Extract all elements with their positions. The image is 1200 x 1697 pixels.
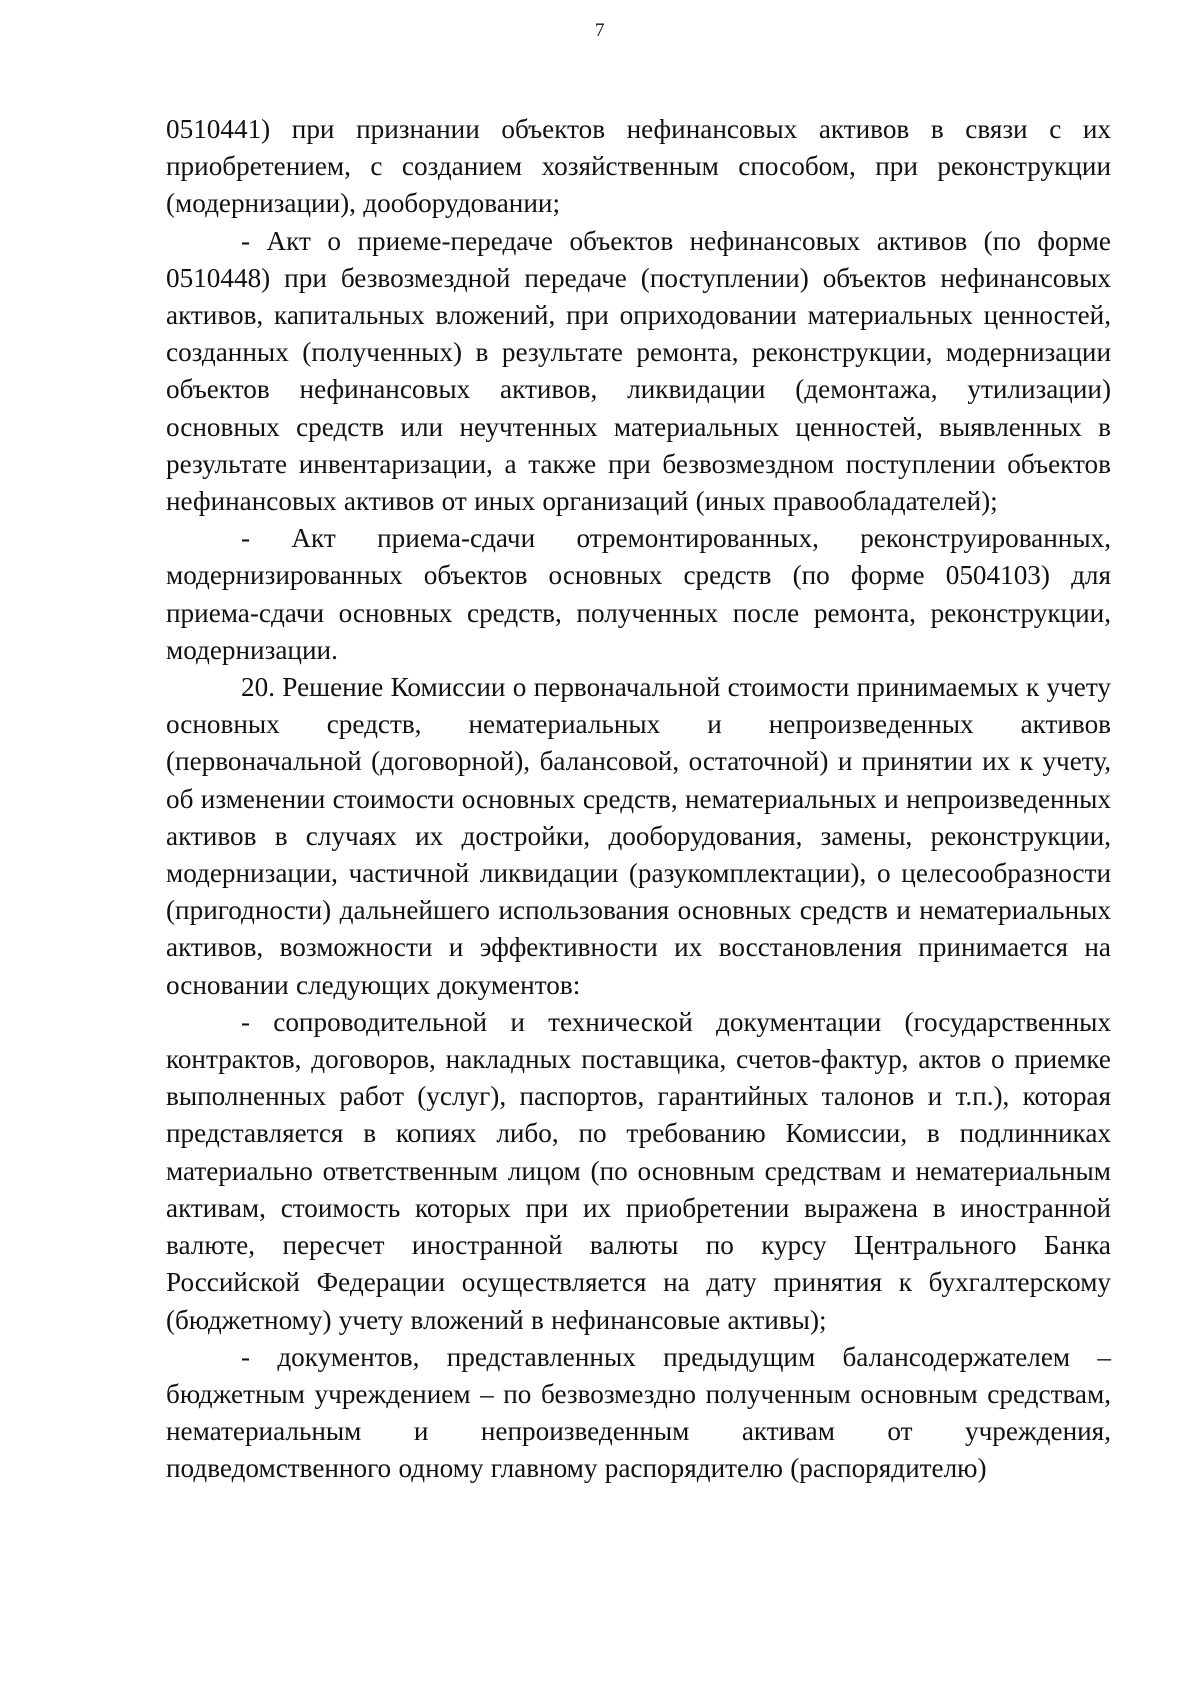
paragraph-accompanying-docs: - сопроводительной и технической документации (государственных контрактов, договоров, накладных поставщика, счетов-фактур, актов о приемке выполненных работ (услуг), паспортов, гарантийных талонов и т.п.), которая представляется в копиях либо, по требованию Комиссии, в подлинниках материально ответственным лицом (по основным средствам и нематериальным активам, стоимость которых при их приобретении выражена в иностранной валюте, пересчет иностранной валюты по курсу Центрального Банка Российской Федерации осуществляется на дату принятия к бухгалтерскому (бюджетному) учету вложений в нефинансовые активы);: [166, 1006, 1111, 1335]
document-body: [166, 111, 1111, 1488]
page-number: 7: [595, 20, 605, 41]
paragraph-item-20: 20. Решение Комиссии о первоначальной стоимости принимаемых к учету основных средств, нематериальных и непроизведенных активов (первоначальной (договорной), балансовой, остаточной) и принятии их к учету, об изменении стоимости основных средств, нематериальных и непроизведенных активов в случаях их достройки, дооборудования, замены, реконструкции, модернизации, частичной ликвидации (разукомплектации), о целесообразности (пригодности) дальнейшего использования основных средств и нематериальных активов, возможности и эффективности их восстановления принимается на основании следующих документов:: [166, 672, 1111, 1000]
paragraph-previous-holder-docs: - документов, представленных предыдущим балансодержателем – бюджетным учреждением – по безвозмездно полученным основным средствам, нематериальным и непроизведенным активам от учреждения, подведомственного одному главному распорядителю (распорядителю): [166, 1341, 1111, 1484]
paragraph-continuation: 0510441) при признании объектов нефинансовых активов в связи с их приобретением, с созданием хозяйственным способом, при реконструкции (модернизации), дооборудовании;: [166, 114, 1111, 219]
paragraph-act-acceptance: - Акт приема-сдачи отремонтированных, реконструированных, модернизированных объектов основных средств (по форме 0504103) для приема-сдачи основных средств, полученных после ремонта, реконструкции, модернизации.: [166, 523, 1111, 665]
paragraph-act-transfer: - Акт о приеме-передаче объектов нефинансовых активов (по форме 0510448) при безвозмездной передаче (поступлении) объектов нефинансовых активов, капитальных вложений, при оприходовании материальных ценностей, созданных (полученных) в результате ремонта, реконструкции, модернизации объектов нефинансовых активов, ликвидации (демонтажа, утилизации) основных средств или неучтенных материальных ценностей, выявленных в результате инвентаризации, а также при безвозмездном поступлении объектов нефинансовых активов от иных организаций (иных правообладателей);: [166, 225, 1111, 517]
